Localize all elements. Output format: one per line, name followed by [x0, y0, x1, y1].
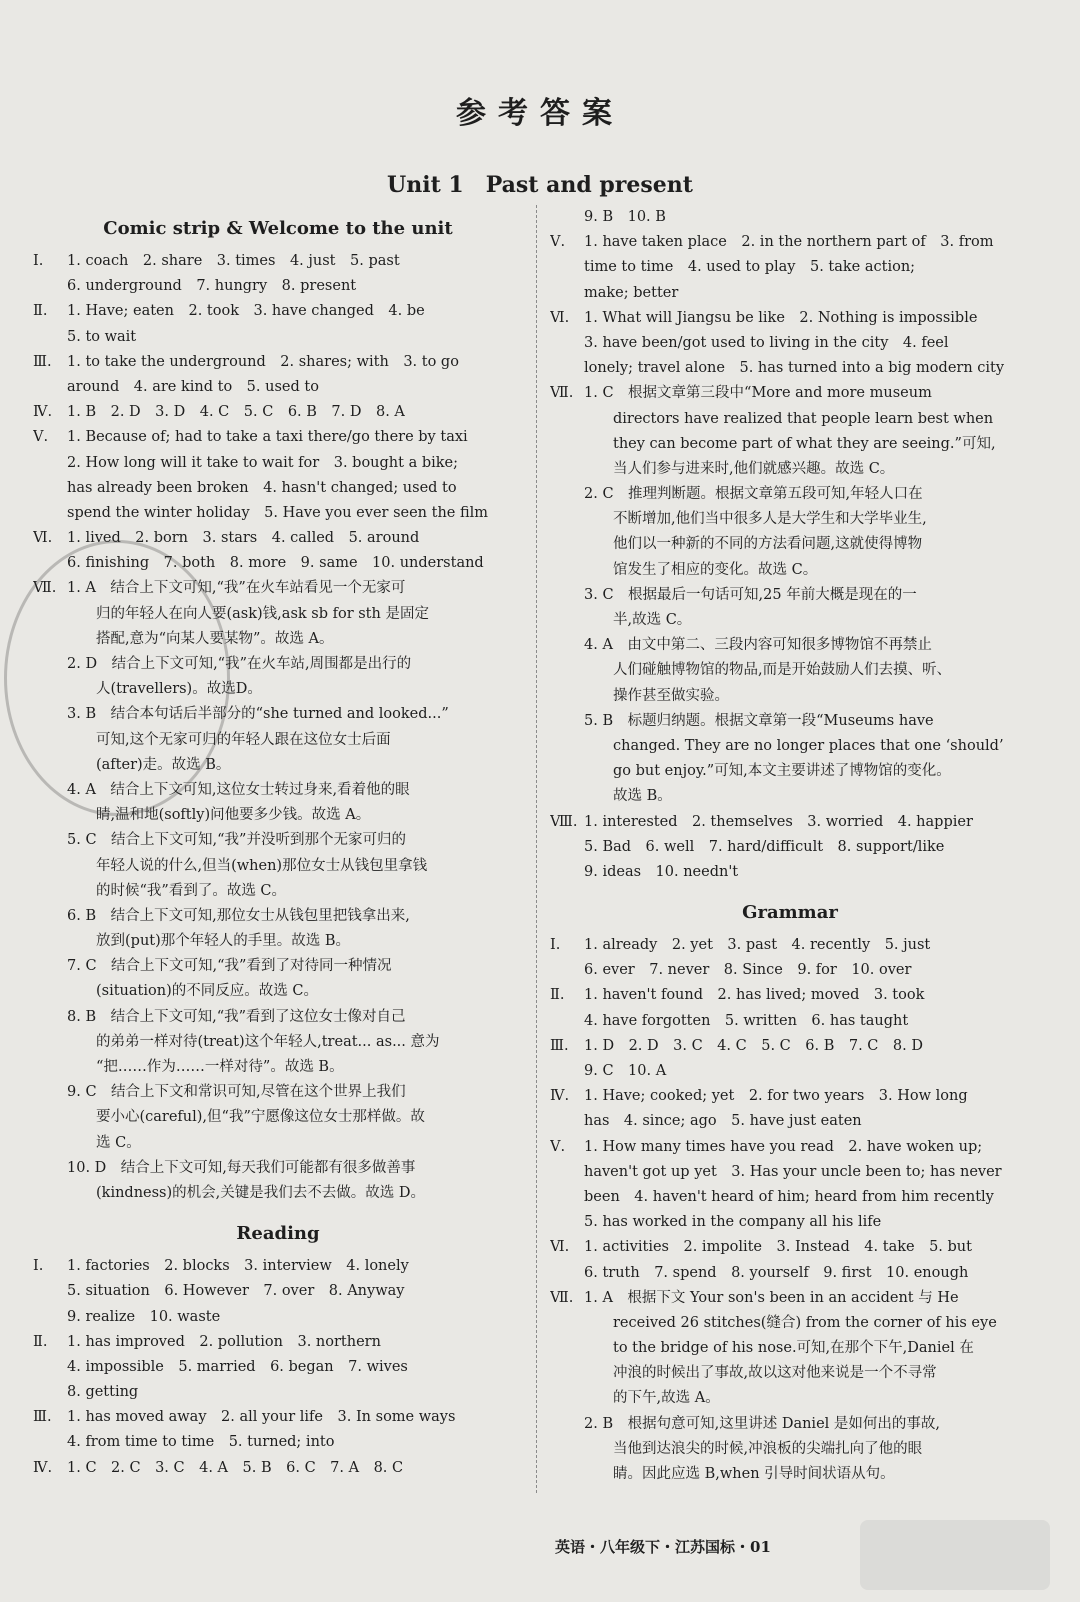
answer-line [550, 255, 1030, 280]
answer-text: haven't got up yet 3. Has your uncle been to; has never [584, 1163, 1002, 1180]
answer-line [550, 583, 1030, 608]
answer-line [550, 356, 1030, 381]
roman-numeral: Ⅰ. [33, 1258, 44, 1275]
answer-text: 当他到达浪尖的时候,冲浪板的尖端扎向了他的眼 [584, 1440, 923, 1457]
roman-numeral: Ⅳ. [33, 1459, 53, 1476]
answer-line [33, 1456, 523, 1481]
answer-line [550, 1034, 1030, 1059]
answer-line [550, 532, 1030, 557]
answer-text: been 4. haven't heard of him; heard from him recently [584, 1188, 994, 1205]
answer-line [550, 810, 1030, 835]
answer-text: 4. A 由文中第二、三段内容可知很多博物馆不再禁止 [584, 637, 932, 654]
answer-line [550, 709, 1030, 734]
answer-text: 放到(put)那个年轻人的手里。故选 B。 [67, 933, 351, 950]
roman-numeral: Ⅰ. [33, 253, 44, 269]
roman-numeral: Ⅶ. [33, 580, 57, 597]
answer-text: 1. C 根据文章第三段中“More and more museum [584, 385, 932, 402]
answer-line [550, 1261, 1030, 1286]
answer-line [33, 1254, 523, 1279]
answer-line [33, 929, 523, 954]
answer-text: time to time 4. used to play 5. take action; [584, 259, 916, 276]
roman-numeral: Ⅴ. [550, 234, 566, 251]
answer-line [550, 1311, 1030, 1336]
answer-text: 1. already 2. yet 3. past 4. recently 5. just [584, 937, 931, 954]
roman-numeral: Ⅲ. [33, 353, 52, 370]
answer-text: 1. have taken place 2. in the northern part of 3. from [584, 234, 994, 251]
answer-line [550, 835, 1030, 860]
answer-text: 2. C 推理判断题。根据文章第五段可知,年轻人口在 [584, 486, 923, 503]
answer-text: 5. situation 6. However 7. over 8. Anyway [67, 1283, 405, 1300]
answer-line [33, 325, 523, 350]
section-title-grammar: Grammar [742, 902, 838, 924]
answer-line [33, 1131, 523, 1156]
answer-text: 1. Have; eaten 2. took 3. have changed 4. be [67, 303, 425, 320]
answer-text: spend the winter holiday 5. Have you ever seen the film [67, 504, 489, 521]
answer-line [33, 879, 523, 904]
answer-line [33, 1405, 523, 1430]
answer-text: 5. B 标题归纳题。根据文章第一段“Museums have [584, 712, 934, 729]
answer-line [33, 1330, 523, 1355]
answer-text: 3. C 根据最后一句话可知,25 年前大概是现在的一 [584, 586, 917, 603]
answer-text: 9. C 结合上下文和常识可知,尽管在这个世界上我们 [67, 1084, 406, 1101]
answer-text: has 4. since; ago 5. have just eaten [584, 1113, 862, 1130]
answer-text: they can become part of what they are seeing.”可知, [584, 435, 996, 452]
answer-line [33, 451, 523, 476]
answer-line [33, 375, 523, 400]
answer-text: 1. coach 2. share 3. times 4. just 5. past [67, 253, 400, 269]
answer-text: around 4. are kind to 5. used to [67, 378, 319, 395]
answer-text: 搭配,意为“向某人要某物”。故选 A。 [67, 630, 334, 647]
answer-line [33, 1355, 523, 1380]
answer-text: (situation)的不同反应。故选 C。 [67, 983, 318, 1000]
answer-text: lonely; travel alone 5. has turned into a big modern city [584, 360, 1005, 377]
answer-line [550, 1361, 1030, 1386]
answer-text: 6. ever 7. never 8. Since 9. for 10. over [584, 962, 912, 979]
answer-text: 1. Have; cooked; yet 2. for two years 3. How long [584, 1088, 968, 1105]
answer-text: 6. truth 7. spend 8. yourself 9. first 10. enough [584, 1264, 969, 1281]
answer-line [550, 205, 1030, 230]
answer-line [550, 1109, 1030, 1134]
roman-numeral: Ⅲ. [33, 1409, 52, 1426]
answer-line [550, 1412, 1030, 1437]
answer-text: 选 C。 [67, 1134, 141, 1151]
answer-line [33, 979, 523, 1004]
answer-text: 3. B 结合本句话后半部分的“she turned and looked...” [67, 706, 449, 723]
answer-line [550, 1059, 1030, 1084]
answer-line [550, 633, 1030, 658]
roman-numeral: Ⅵ. [550, 309, 570, 326]
answer-text: 9. realize 10. waste [67, 1308, 221, 1325]
answer-line [550, 558, 1030, 583]
answer-line [550, 684, 1030, 709]
section-title-comic: Comic strip & Welcome to the unit [103, 218, 453, 239]
answer-line [33, 249, 523, 274]
answer-line [33, 954, 523, 979]
answer-line [550, 1009, 1030, 1034]
answer-line [550, 1286, 1030, 1311]
roman-numeral: Ⅷ. [550, 813, 578, 830]
answer-line [33, 854, 523, 879]
answer-text: 的时候“我”看到了。故选 C。 [67, 882, 287, 899]
roman-numeral: Ⅱ. [550, 987, 565, 1004]
answer-line [33, 1181, 523, 1206]
reading-answers-continued [550, 205, 1030, 885]
answer-text: 冲浪的时候出了事故,故以这对他来说是一个不寻常 [584, 1365, 937, 1382]
answer-line [550, 482, 1030, 507]
answer-text: 4. have forgotten 5. written 6. has taught [584, 1012, 909, 1029]
answer-text: changed. They are no longer places that one ‘should’ [584, 737, 1004, 754]
answer-text: 5. has worked in the company all his life [584, 1214, 882, 1231]
answer-text: 6. underground 7. hungry 8. present [67, 278, 357, 295]
right-column [550, 205, 1030, 1487]
answer-line [33, 1430, 523, 1455]
answer-text: 人们碰触博物馆的物品,而是开始鼓励人们去摸、听、 [584, 662, 952, 679]
answer-text: 1. A 根据下文 Your son's been in an accident 与 He [584, 1289, 959, 1306]
answer-text: 1. B 2. D 3. D 4. C 5. C 6. B 7. D 8. A [67, 404, 405, 421]
answer-line [33, 904, 523, 929]
answer-text: 人(travellers)。故选D。 [67, 681, 262, 698]
answer-text: 1. has improved 2. pollution 3. northern [67, 1333, 381, 1350]
answer-text: 1. Because of; had to take a taxi there/go there by taxi [67, 429, 468, 446]
answer-line [550, 1210, 1030, 1235]
answer-line [33, 1305, 523, 1330]
answer-text: 4. impossible 5. married 6. began 7. wives [67, 1358, 408, 1375]
answer-line [550, 1437, 1030, 1462]
answer-text: “把……作为……一样对待”。故选 B。 [67, 1059, 344, 1075]
answer-text: directors have realized that people learn best when [584, 410, 994, 427]
answer-line [550, 784, 1030, 809]
answer-line [550, 1386, 1030, 1411]
answer-text: 睛。因此应选 B,when 引导时间状语从句。 [584, 1466, 895, 1482]
roman-numeral: Ⅱ. [33, 1333, 48, 1350]
answer-line [550, 1160, 1030, 1185]
answer-text: 6. finishing 7. both 8. more 9. same 10. understand [67, 555, 484, 572]
answer-text: 1. How many times have you read 2. have woken up; [584, 1138, 983, 1155]
answer-line [33, 1005, 523, 1030]
answer-text: received 26 stitches(缝合) from the corner of his eye [584, 1314, 997, 1331]
answer-text: 半,故选 C。 [584, 612, 692, 628]
answer-line [33, 400, 523, 425]
answer-text: 7. C 结合上下文可知,“我”看到了对待同一种情况 [67, 958, 392, 975]
answer-line [550, 658, 1030, 683]
answer-line [550, 608, 1030, 633]
answer-text: 他们以一种新的不同的方法看问题,这就使得博物 [584, 536, 923, 553]
answer-line [550, 230, 1030, 255]
answer-text: has already been broken 4. hasn't changed; used to [67, 479, 457, 496]
answer-text: make; better [584, 284, 679, 301]
answer-line [550, 1185, 1030, 1210]
page-title: 参考答案 [456, 96, 624, 131]
answer-text: (after)走。故选 B。 [67, 756, 231, 773]
grammar-answers [550, 933, 1030, 1487]
answer-text: 1. lived 2. born 3. stars 4. called 5. around [67, 530, 420, 547]
answer-text: 当人们参与进来时,他们就感兴趣。故选 C。 [584, 460, 895, 477]
left-column [33, 205, 523, 1481]
answer-text: 5. to wait [67, 328, 137, 345]
answer-text: 1. A 结合上下文可知,“我”在火车站看见一个无家可 [67, 580, 406, 597]
answer-text: 5. C 结合上下文可知,“我”并没听到那个无家可归的 [67, 832, 406, 849]
answer-text: 2. B 根据句意可知,这里讲述 Daniel 是如何出的事故, [584, 1415, 940, 1432]
answer-line [33, 299, 523, 324]
answer-text: 9. B 10. B [584, 209, 666, 225]
answer-text: 1. factories 2. blocks 3. interview 4. lonely [67, 1258, 409, 1275]
answer-text: go but enjoy.”可知,本文主要讲述了博物馆的变化。 [584, 763, 951, 780]
answer-text: 的下午,故选 A。 [584, 1390, 720, 1407]
answer-line [550, 860, 1030, 885]
answer-line [550, 331, 1030, 356]
answer-line [550, 507, 1030, 532]
answer-text: 5. Bad 6. well 7. hard/difficult 8. support/like [584, 838, 945, 855]
corner-watermark [860, 1520, 1050, 1590]
roman-numeral: Ⅵ. [33, 530, 53, 547]
answer-text: 3. have been/got used to living in the city 4. feel [584, 334, 949, 351]
roman-numeral: Ⅳ. [33, 404, 53, 421]
answer-line [550, 1135, 1030, 1160]
answer-text: 1. haven't found 2. has lived; moved 3. took [584, 987, 925, 1004]
section-title-reading: Reading [236, 1223, 320, 1245]
answer-text: 故选 B。 [584, 788, 672, 805]
stamp-watermark [4, 540, 230, 816]
roman-numeral: Ⅶ. [550, 385, 574, 402]
answer-text: 馆发生了相应的变化。故选 C。 [584, 561, 818, 578]
answer-text: 1. interested 2. themselves 3. worried 4. happier [584, 813, 973, 830]
answer-line [33, 1030, 523, 1055]
unit-title: Unit 1 Past and present [387, 172, 693, 198]
answer-line [33, 828, 523, 853]
answer-line [33, 476, 523, 501]
answer-text: 不断增加,他们当中很多人是大学生和大学毕业生, [584, 511, 927, 528]
answer-line [33, 1055, 523, 1080]
answer-text: (kindness)的机会,关键是我们去不去做。故选 D。 [67, 1184, 426, 1201]
answer-line [33, 1105, 523, 1130]
answer-line [550, 759, 1030, 784]
roman-numeral: Ⅱ. [33, 303, 48, 320]
answer-line [33, 350, 523, 375]
roman-numeral: Ⅵ. [550, 1239, 570, 1256]
answer-line [33, 1380, 523, 1405]
answer-text: 6. B 结合上下文可知,那位女士从钱包里把钱拿出来, [67, 907, 410, 924]
answer-line [550, 933, 1030, 958]
roman-numeral: Ⅳ. [550, 1088, 570, 1105]
answer-text: 操作甚至做实验。 [584, 687, 729, 704]
answer-text: 可知,这个无家可归的年轻人跟在这位女士后面 [67, 731, 391, 748]
answer-text: 1. to take the underground 2. shares; with 3. to go [67, 353, 459, 370]
answer-line [550, 381, 1030, 406]
answer-line [550, 1462, 1030, 1487]
column-divider [536, 205, 537, 1493]
roman-numeral: Ⅲ. [550, 1037, 569, 1054]
answer-text: 1. has moved away 2. all your life 3. In some ways [67, 1409, 456, 1426]
answer-line [550, 1336, 1030, 1361]
answer-text: 9. C 10. A [584, 1063, 667, 1079]
roman-numeral: Ⅰ. [550, 937, 561, 954]
page-footer: 英语・八年级下・江苏国标・01 [555, 1538, 771, 1556]
answer-text: 1. activities 2. impolite 3. Instead 4. take 5. but [584, 1239, 972, 1256]
answer-line [550, 983, 1030, 1008]
roman-numeral: Ⅶ. [550, 1289, 574, 1306]
answer-text: 9. ideas 10. needn't [584, 863, 739, 880]
answer-text: to the bridge of his nose.可知,在那个下午,Daniel 在 [584, 1340, 974, 1357]
answer-line [550, 1084, 1030, 1109]
answer-text: 2. How long will it take to wait for 3. bought a bike; [67, 454, 458, 471]
answer-text: 1. D 2. D 3. C 4. C 5. C 6. B 7. C 8. D [584, 1037, 923, 1054]
answer-line [33, 1279, 523, 1304]
answer-line [550, 432, 1030, 457]
answer-line [33, 1156, 523, 1181]
answer-line [550, 407, 1030, 432]
answer-line [550, 958, 1030, 983]
answer-text: 1. C 2. C 3. C 4. A 5. B 6. C 7. A 8. C [67, 1459, 404, 1476]
answer-text: 睛,温和地(softly)问他要多少钱。故选 A。 [67, 807, 371, 824]
roman-numeral: Ⅴ. [550, 1138, 566, 1155]
answer-text: 归的年轻人在向人要(ask)钱,ask sb for sth 是固定 [67, 605, 429, 622]
answer-line [33, 1080, 523, 1105]
answer-line [33, 425, 523, 450]
answer-text: 要小心(careful),但“我”宁愿像这位女士那样做。故 [67, 1109, 425, 1126]
answer-line [550, 1235, 1030, 1260]
answer-text: 4. A 结合上下文可知,这位女士转过身来,看着他的眼 [67, 781, 410, 798]
answer-line [550, 457, 1030, 482]
roman-numeral: Ⅴ. [33, 429, 49, 446]
answer-line [33, 501, 523, 526]
answer-line [33, 274, 523, 299]
answer-text: 年轻人说的什么,但当(when)那位女士从钱包里拿钱 [67, 857, 428, 874]
reading-answers [33, 1254, 523, 1481]
answer-text: 2. D 结合上下文可知,“我”在火车站,周围都是出行的 [67, 656, 412, 672]
answer-line [550, 734, 1030, 759]
answer-text: 4. from time to time 5. turned; into [67, 1434, 335, 1451]
answer-line [550, 281, 1030, 306]
answer-text: 8. getting [67, 1384, 139, 1401]
answer-text: 8. B 结合上下文可知,“我”看到了这位女士像对自己 [67, 1008, 406, 1025]
answer-line [550, 306, 1030, 331]
answer-text: 1. What will Jiangsu be like 2. Nothing is impossible [584, 309, 978, 326]
answer-text: 10. D 结合上下文可知,每天我们可能都有很多做善事 [67, 1159, 416, 1176]
answer-text: 的弟弟一样对待(treat)这个年轻人,treat... as... 意为 [67, 1033, 440, 1050]
